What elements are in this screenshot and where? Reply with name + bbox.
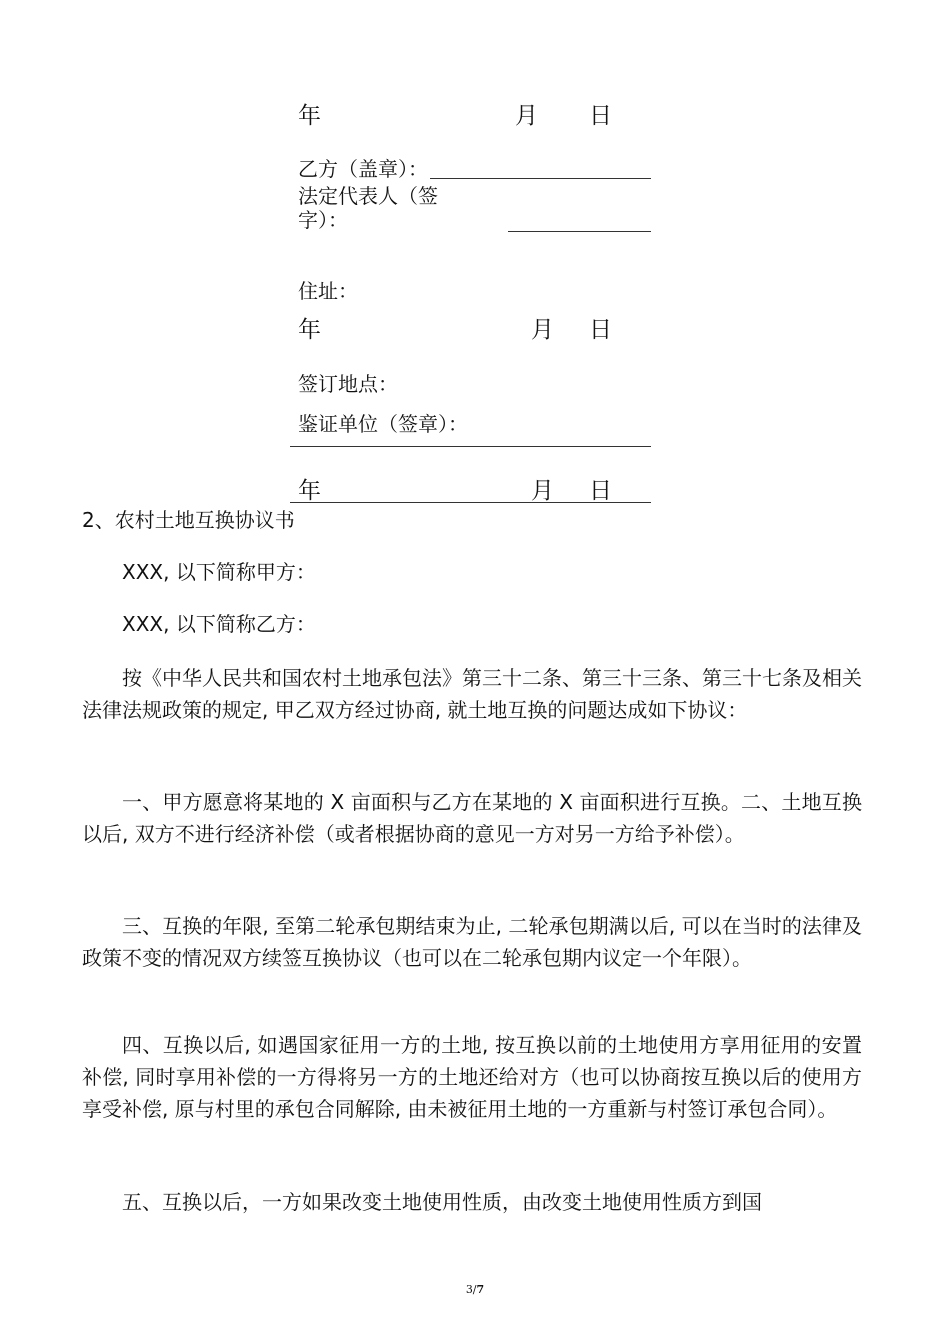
date-day-1: 日 xyxy=(589,103,612,129)
party-b-seal-label: 乙方（盖章）： xyxy=(298,157,428,181)
date-year-3: 年 xyxy=(298,478,321,504)
party-b-seal-line xyxy=(430,178,651,179)
party-a-line: XXX, 以下简称甲方： xyxy=(122,560,316,584)
paragraph-clause-4: 四、互换以后, 如遇国家征用一方的土地, 按互换以前的土地使用方享用征用的安置补偿, 同时享用补偿的一方得将另一方的土地还给对方（也可以协商按互换以后的使用方享受补偿, 原与村里的承包合同解除, 由未被征用土地的一方重新与村签订承包合同）。 xyxy=(82,1033,862,1121)
page-total: 7 xyxy=(476,1283,485,1296)
sign-place-label: 签订地点： xyxy=(298,372,398,396)
date-year-1: 年 xyxy=(298,103,321,129)
date-month-1: 月 xyxy=(515,103,538,129)
date-day-2: 日 xyxy=(589,317,612,343)
page-current: 3/ xyxy=(465,1283,477,1296)
legal-rep-signature-line xyxy=(508,231,651,232)
legal-rep-label-line1: 法定代表人（签 xyxy=(298,184,438,208)
witness-unit-line xyxy=(290,446,651,447)
party-b-line: XXX, 以下简称乙方： xyxy=(122,612,316,636)
paragraph-clause-3: 三、互换的年限, 至第二轮承包期结束为止, 二轮承包期满以后, 可以在当时的法律及政策不变的情况双方续签互换协议（也可以在二轮承包期内议定一个年限）。 xyxy=(82,914,862,970)
date-day-3: 日 xyxy=(589,478,612,504)
witness-unit-label: 鉴证单位（签章）： xyxy=(298,412,468,436)
paragraph-preamble: 按《中华人民共和国农村土地承包法》第三十二条、第三十三条、第三十七条及相关法律法规政策的规定, 甲乙双方经过协商, 就土地互换的问题达成如下协议： xyxy=(82,666,862,722)
date-3-line xyxy=(290,502,651,503)
paragraph-clause-5: 五、互换以后，一方如果改变土地使用性质，由改变土地使用性质方到国 xyxy=(122,1190,762,1214)
address-label: 住址： xyxy=(298,279,358,303)
date-month-3: 月 xyxy=(531,478,554,504)
paragraph-clause-1-2: 一、甲方愿意将某地的 X 亩面积与乙方在某地的 X 亩面积进行互换。二、土地互换以后, 双方不进行经济补偿（或者根据协商的意见一方对另一方给予补偿）。 xyxy=(82,790,862,846)
date-year-2: 年 xyxy=(298,317,321,343)
date-month-2: 月 xyxy=(531,317,554,343)
page-number xyxy=(0,1283,950,1296)
legal-rep-label-line2: 字）： xyxy=(298,208,348,232)
section-title: 2、农村土地互换协议书 xyxy=(82,508,295,532)
